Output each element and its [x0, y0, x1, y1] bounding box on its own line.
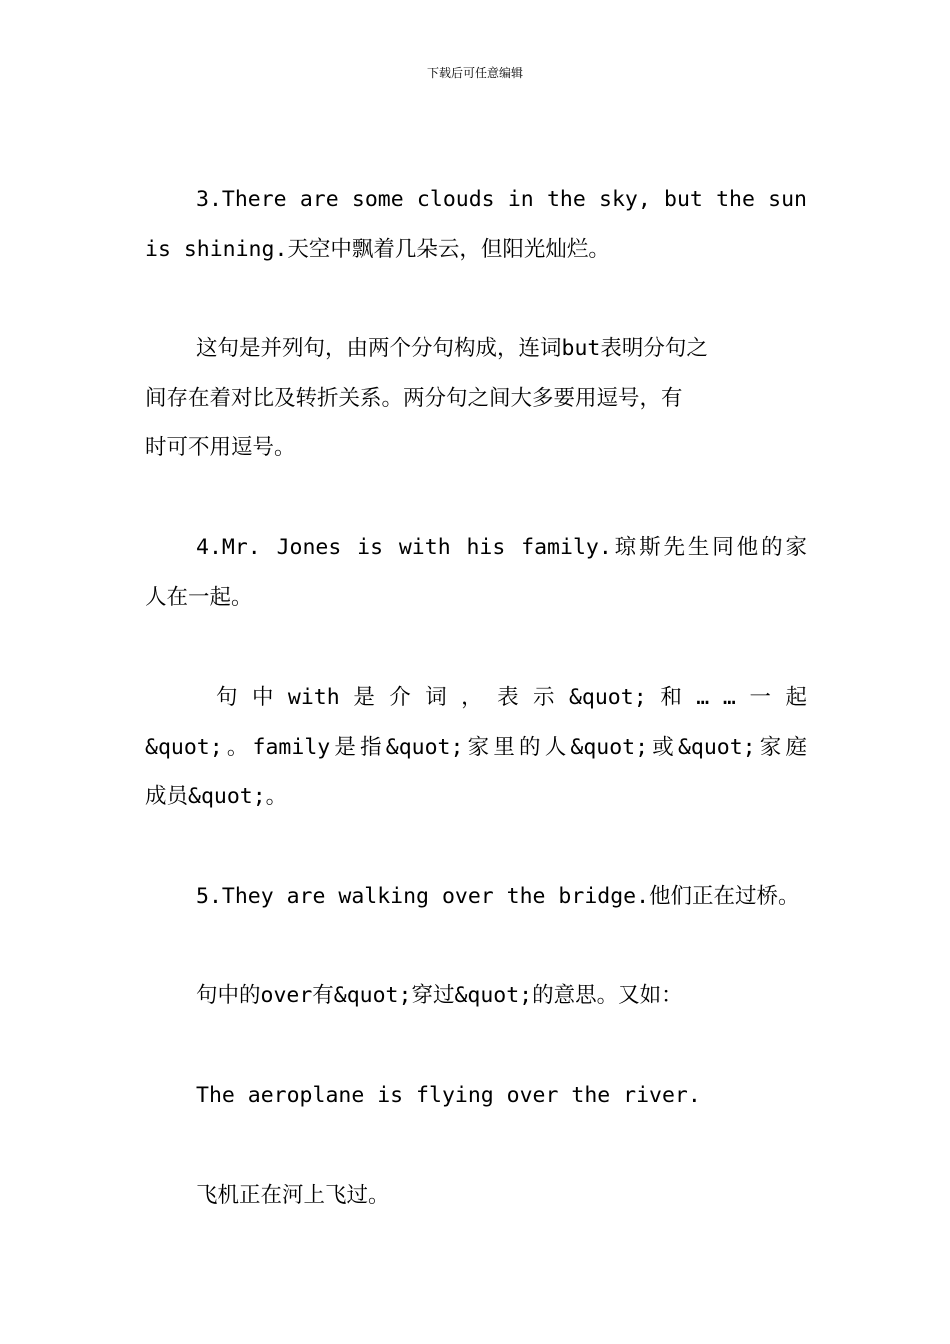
sentence-5-explanation: 句中的over有&quot;穿过&quot;的意思。又如：: [196, 983, 683, 1008]
sentence-3-line-2: is shining.天空中飘着几朵云，但阳光灿烂。: [145, 237, 610, 262]
sentence-4-line-1: 4.Mr. Jones is with his family.琼斯先生同他的家: [196, 535, 807, 560]
sentence-3-line-1: 3.There are some clouds in the sky, but the sun: [196, 187, 807, 212]
sentence-4-line-2: 人在一起。: [145, 585, 253, 610]
page-header: 下载后可任意编辑: [426, 66, 523, 80]
example-chinese: 飞机正在河上飞过。: [196, 1183, 390, 1208]
sentence-4-explanation-line-1: 句 中 with 是 介 词 ， 表 示 &quot; 和 … … 一 起: [216, 685, 807, 710]
sentence-3-explanation-line-3: 时可不用逗号。: [145, 435, 296, 460]
sentence-4-explanation-line-3: 成员&quot;。: [145, 784, 288, 809]
sentence-3-explanation-line-2: 间存在着对比及转折关系。两分句之间大多要用逗号，有: [145, 386, 683, 411]
sentence-5-line-1: 5.They are walking over the bridge.他们正在过桥。: [196, 884, 800, 909]
example-english: The aeroplane is flying over the river.: [196, 1083, 701, 1108]
sentence-4-explanation-line-2: &quot;。family是指&quot;家里的人&quot;或&quot;家庭: [145, 735, 807, 760]
sentence-3-explanation-line-1: 这句是并列句，由两个分句构成，连词but表明分句之: [196, 336, 708, 361]
